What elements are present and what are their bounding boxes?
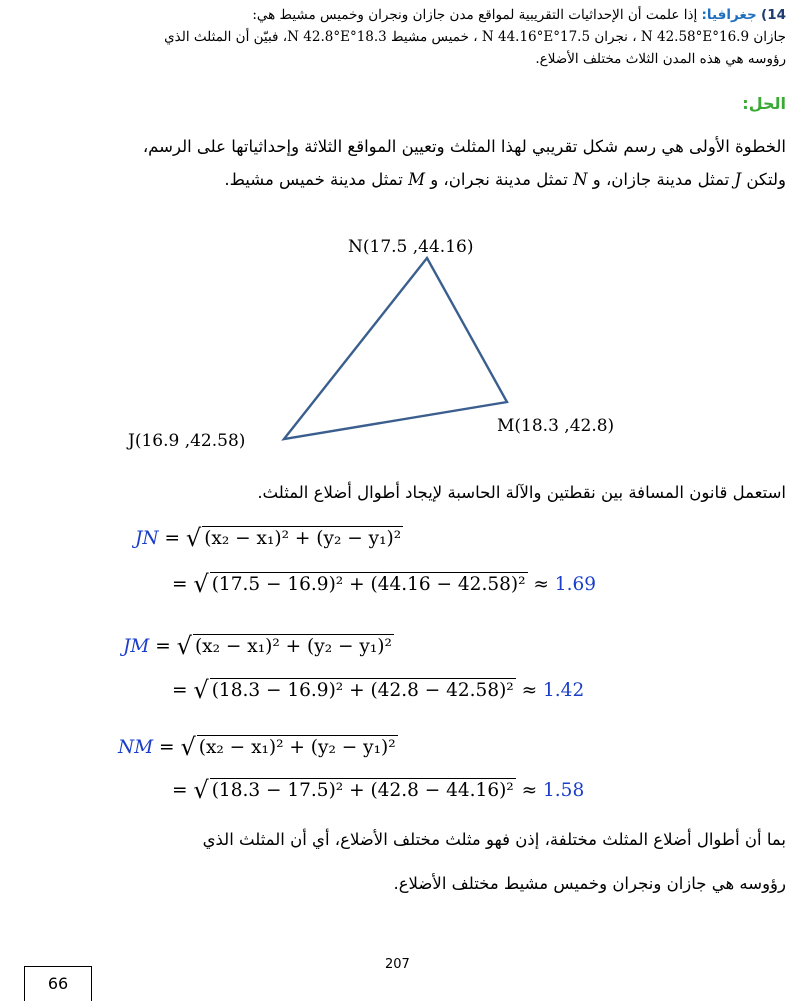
- segment-name: JM: [123, 636, 150, 657]
- step-1-line-1: الخطوة الأولى هي رسم شكل تقريبي لهذا المثلث وتعيين المواقع الثلاثة وإحداثياتها على الرسم،: [142, 137, 786, 156]
- result-value: 1.42: [543, 680, 585, 701]
- sqrt-icon: √: [176, 632, 192, 660]
- segment-name: NM: [118, 737, 154, 758]
- step-text: تمثل مدينة نجران، و: [430, 170, 568, 189]
- sqrt-expression: [177, 632, 394, 660]
- problem-line-1: [10, 4, 786, 26]
- approx-sign: ≈: [533, 574, 549, 595]
- formula-jm-substituted: [172, 676, 584, 704]
- radicand: (18.3 − 17.5)² + (42.8 − 44.16)²: [211, 780, 514, 801]
- problem-number: 14): [761, 7, 786, 23]
- approx-sign: ≈: [521, 680, 538, 701]
- step-text: تمثل مدينة خميس مشيط.: [224, 170, 403, 189]
- sqrt-expression: [193, 676, 515, 704]
- radicand: (17.5 − 16.9)² + (44.16 − 42.58)²: [211, 574, 526, 595]
- formula-nm-substituted: [172, 776, 584, 804]
- sqrt-icon: √: [185, 524, 202, 552]
- sqrt-expression: [186, 524, 403, 552]
- radicand: (x₂ − x₁)² + (y₂ − y₁)²: [198, 737, 396, 758]
- conclusion: [10, 818, 786, 906]
- formula-jn-general: [135, 524, 403, 552]
- segment-name: JN: [135, 528, 159, 549]
- page-number: 207: [385, 957, 410, 972]
- sqrt-expression: [193, 570, 527, 598]
- equals-sign: =: [172, 780, 188, 801]
- problem-intro: إذا علمت أن الإحداثيات التقريبية لمواقع مدن جازان ونجران وخميس مشيط هي:: [252, 7, 698, 23]
- vertex-label-m: M(18.3 ,42.8): [497, 416, 615, 436]
- radicand: (18.3 − 16.9)² + (42.8 − 42.58)²: [211, 680, 514, 701]
- radicand: (x₂ − x₁)² + (y₂ − y₁)²: [204, 528, 402, 549]
- sqrt-icon: √: [193, 570, 209, 598]
- sqrt-expression: [193, 776, 515, 804]
- problem-statement: [10, 4, 786, 70]
- distance-instruction: استعمل قانون المسافة بين نقطتين والآلة الحاسبة لإيجاد أطوال أضلاع المثلث.: [257, 483, 786, 502]
- chapter-box: 66: [24, 966, 92, 1001]
- triangle-jnm: [284, 258, 507, 439]
- problem-end: رؤوسه هي هذه المدن الثلاث مختلف الأضلاع.: [535, 51, 786, 67]
- problem-coordinates: جازان 16.9°N 42.58°E ، نجران 17.5°N 44.16°E ، خميس مشيط 18.3°N 42.8°E، فبيّن أن المثلث الذي: [164, 29, 786, 45]
- sqrt-icon: √: [180, 733, 196, 761]
- solution-heading: الحل:: [742, 94, 786, 113]
- radicand: (x₂ − x₁)² + (y₂ − y₁)²: [194, 636, 392, 657]
- equals-sign: =: [155, 636, 171, 657]
- problem-topic: جغرافيا:: [701, 7, 757, 23]
- vertex-label-n: N(17.5 ,44.16): [348, 237, 474, 257]
- var-m: M: [408, 170, 425, 189]
- var-j: J: [734, 170, 742, 189]
- equals-sign: =: [164, 528, 181, 549]
- equals-sign: =: [172, 680, 188, 701]
- step-1-line-2: [10, 163, 786, 196]
- formula-jm-general: [123, 632, 394, 660]
- triangle-diagram: [120, 225, 660, 460]
- step-text: تمثل مدينة جازان، و: [592, 170, 730, 189]
- conclusion-line-1: بما أن أطوال أضلاع المثلث مختلفة، إذن فهو مثلث مختلف الأضلاع، أي أن المثلث الذي: [202, 830, 786, 849]
- equals-sign: =: [159, 737, 175, 758]
- approx-sign: ≈: [521, 780, 538, 801]
- result-value: 1.58: [543, 780, 585, 801]
- sqrt-icon: √: [193, 676, 209, 704]
- sqrt-expression: [180, 733, 397, 761]
- solution-step-1: [10, 130, 786, 196]
- vertex-label-j: J(16.9 ,42.58): [128, 431, 246, 451]
- formula-nm-general: [118, 733, 398, 761]
- sqrt-icon: √: [193, 776, 209, 804]
- step-text: ولتكن: [746, 170, 786, 189]
- conclusion-line-2: رؤوسه هي جازان ونجران وخميس مشيط مختلف الأضلاع.: [393, 874, 786, 893]
- equals-sign: =: [172, 574, 188, 595]
- var-n: N: [573, 170, 588, 189]
- result-value: 1.69: [554, 574, 596, 595]
- formula-jn-substituted: [172, 570, 596, 598]
